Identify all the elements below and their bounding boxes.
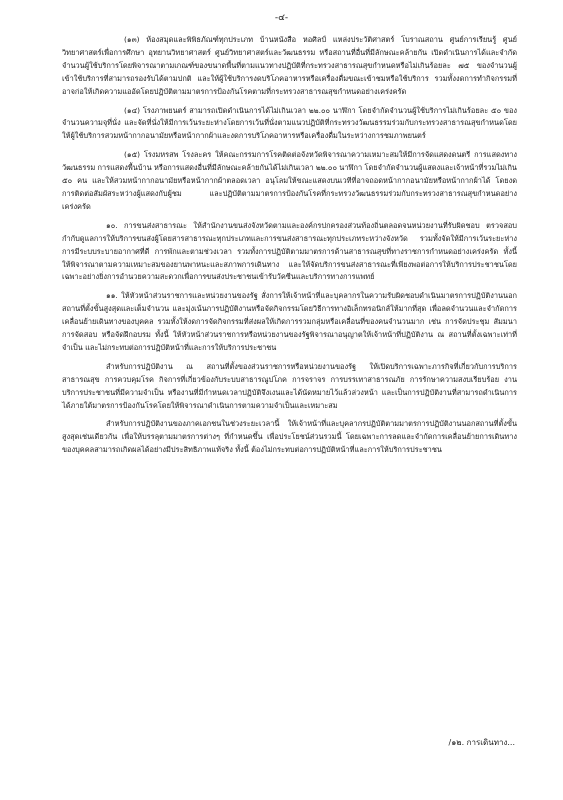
paragraph-government-onsite: สำหรับการปฏิบัติงาน ณ สถานที่ตั้งของส่วนราชการหรือหน่วยงานของรัฐ ให้เปิดบริการเฉพาะภารกิจที่เกี่ยวกับการบริการสาธารณสุข การควบคุมโรค กิจการที่เกี่ยวข้องกับระบบสาธารณูปโภค การจราจร การบรรเทาสาธารณภัย การรักษาความสงบเรียบร้อย งานบริการประชาชนที่มีความจำเป็น หรืองานที่มีกำหนดเวลาปฏิบัติจึงเงนและได้นัดหมายไว้แล้วล่วงหน้า และเป็นการปฏิบัติงานที่สามารถดำเนินการได้ภายใต้มาตรการป้องกันโรคโดยให้พิจารณาดำเนินการตามความจำเป็นและเหมาะสม <box>62 361 517 410</box>
paragraph-section-10: ๑๐. การขนส่งสาธารณะ ให้สำนักงานขนส่งจังหวัดตามและองค์กรปกครองส่วนท้องถิ่นตลอดจนหน่วยงานที่รับผิดชอบ ตรวจสอบกำกับดูแลการให้บริการขนส่งผู้โดยสารสาธารณะทุกประเภทและการขนส่งสาธารณะทุกประเภทระหว่างจังหวัด รวมทั้งจัดให้มีการเว้นระยะห่าง การมีระบบระบายอากาศที่ดี การพักและตามช่วงเวลา รวมทั้งการปฏิบัติตามมาตรการด้านสาธารณสุขที่ทางราชการกำหนดอย่างเคร่งครัด ทั้งนี้ ให้พิจารณาตามความเหมาะสมของยานพาหนะและสภาพการเดินทาง และให้จัดบริการขนส่งสาธารณะที่เพียงพอต่อการให้บริการประชาชนโดยเฉพาะอย่างยิ่งการอำนวยความสะดวกเพื่อการขนส่งประชาชนเข้ารับวัคซีนและบริการทางการแพทย์ <box>62 220 517 282</box>
page-number: -๔- <box>274 13 289 23</box>
paragraph-item-15: (๑๕) โรงมหรสพ โรงละคร ให้คณะกรรมการโรคติดต่อจังหวัดพิจารณาความเหมาะสมให้มีการจัดแสดงดนตรี การแสดงทางวัฒนธรรม การแสดงพื้นบ้าน หรือการแสดงอื่นที่มีลักษณะคล้ายกันได้ไม่เกินเวลา ๒๒.๐๐ นาฬิกา โดยจำกัดจำนวนผู้แสดงและเจ้าหน้าที่รวมไม่เกิน ๕๐ คน และให้สวมหน้ากากอนามัยหรือหน้ากากผ้าตลอดเวลา อนุโลมให้ขณะแสดงบนเวทีที่อาจถอดหน้ากากอนามัยหรือหน้ากากผ้าได้ โดยงดการติดต่อสัมผัสระหว่างผู้แสดงกับผู้ชม และปฏิบัติตามมาตรการป้องกันโรคที่กระทรวงวัฒนธรรมร่วมกับกระทรวงสาธารณสุขกำหนดอย่างเคร่งครัด <box>62 150 517 211</box>
continuation-note: /๑๒. การเดินทาง... <box>448 738 515 747</box>
paragraph-item-13: (๑๓) ห้องสมุดและพิพิธภัณฑ์ทุกประเภท บ้านหนังสือ หอศิลป์ แหล่งประวัติศาสตร์ โบราณสถาน ศูนย์การเรียนรู้ ศูนย์วิทยาศาสตร์เพื่อการศึกษา อุทยานวิทยาศาสตร์ ศูนย์วิทยาศาสตร์และวัฒนธรรม หรือสถานที่อื่นที่มีลักษณะคล้ายกัน เปิดดำเนินการได้และจำกัดจำนวนผู้ใช้บริการโดยพิจารณาตามเกณฑ์ของขนาดพื้นที่ตามแนวทางปฏิบัติที่กระทรวงสาธารณสุขกำหนดหรือไม่เกินร้อยละ ๗๕ ของจำนวนผู้เข้าใช้บริการที่สามารถรองรับได้ตามปกติ และให้ผู้ใช้บริการงดบริโภคอาหารหรือเครื่องดื่มขณะเข้าชมหรือใช้บริการ รวมทั้งงดการทำกิจกรรมที่อาจก่อให้เกิดความแออัดโดยปฏิบัติตามมาตรการป้องกันโรคตามที่กระทรวงสาธารณสุขกำหนดอย่างเคร่งครัด <box>62 35 517 96</box>
paragraph-private-sector: สำหรับการปฏิบัติงานของภาคเอกชนในช่วงระยะเวลานี้ ให้เจ้าหน้าที่และบุคลากรปฏิบัติตามมาตรการปฏิบัติงานนอกสถานที่ตั้งขั้นสูงสุดเช่นเดียวกัน เพื่อให้บรรลุตามมาตรการต่างๆ ที่กำหนดขึ้น เพื่อประโยชน์ส่วนรวมนี้ โดยเฉพาะการลดและจำกัดการเคลื่อนย้ายการเดินทางของบุคคลสามารถเกิดผลได้อย่างมีประสิทธิภาพแท้จริง ทั้งนี้ ต้องไม่กระทบต่อการปฏิบัติหน้าที่และการให้บริการประชาชน <box>62 419 517 455</box>
document-body <box>62 34 517 463</box>
paragraph-section-11: ๑๑. ให้หัวหน้าส่วนราชการและหน่วยงานของรัฐ สั่งการให้เจ้าหน้าที่และบุคลากรในความรับผิดชอบดำเนินมาตรการปฏิบัติงานนอกสถานที่ตั้งขั้นสูงสุดและเต็มจำนวน และมุ่งเน้นการปฏิบัติงานหรือจัดกิจกรรมโดยวิธีการทางอิเล็กทรอนิกส์ให้มากที่สุด เพื่อลดจำนวนและจำกัดการเคลื่อนย้ายเดินทางของบุคคล รวมทั้งให้งดการจัดกิจกรรมที่ส่งผลให้เกิดการรวมกลุ่มหรือเคลื่อนที่ของคนจำนวนมาก เช่น การจัดประชุม สัมมนา การจัดสอบ หรือจัดฝึกอบรม ทั้งนี้ ให้หัวหน้าส่วนราชการหรือหน่วยงานของรัฐพิจารณาอนุญาตให้เจ้าหน้าที่ปฏิบัติงาน ณ สถานที่ตั้งเฉพาะเท่าที่จำเป็น และไม่กระทบต่อการปฏิบัติหน้าที่และการให้บริการประชาชน <box>62 291 517 352</box>
paragraph-item-14: (๑๔) โรงภาพยนตร์ สามารถเปิดดำเนินการได้ไม่เกินเวลา ๒๒.๐๐ นาฬิกา โดยจำกัดจำนวนผู้ใช้บริการไม่เกินร้อยละ ๕๐ ของจำนวนความจุที่นั่ง และจัดที่นั่งให้มีการเว้นระยะห่างโดยการเว้นที่นั่งตามแนวปฏิบัติที่กระทรวงวัฒนธรรมร่วมกับกระทรวงสาธารณสุขกำหนดโดยให้ผู้ใช้บริการสวมหน้ากากอนามัยหรือหน้ากากผ้าและงดการบริโภคอาหารหรือเครื่องดื่มในระหว่างการชมภาพยนตร์ <box>62 105 517 141</box>
